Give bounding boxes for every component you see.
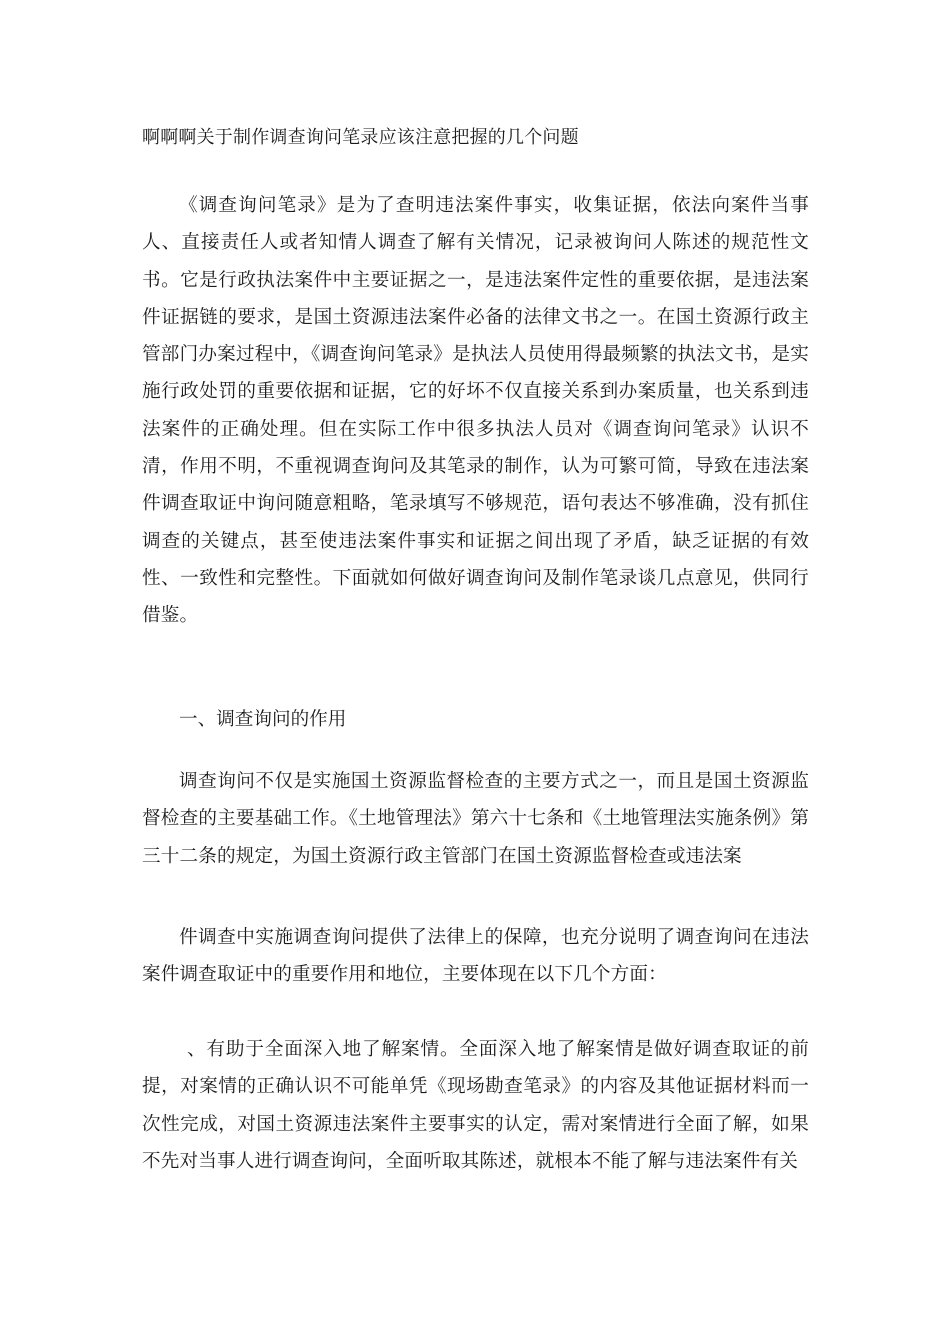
paragraph-point-1: 、有助于全面深入地了解案情。全面深入地了解案情是做好调查取证的前提，对案情的正确认识不可能单凭《现场勘查笔录》的内容及其他证据材料而一次性完成，对国土资源违法案件主要事实的认定，需对案情进行全面了解，如果不先对当事人进行调查询问，全面听取其陈述，就根本不能了解与违法案件有关 [142, 1039, 809, 1172]
paragraph-role-2: 件调查中实施调查询问提供了法律上的保障，也充分说明了调查询问在违法案件调查取证中的重要作用和地位，主要体现在以下几个方面： [142, 927, 809, 986]
paragraph-role-1: 调查询问不仅是实施国土资源监督检查的主要方式之一，而且是国土资源监督检查的主要基础工作。《土地管理法》第六十七条和《土地管理法实施条例》第三十二条的规定，为国土资源行政主管部门在国土资源监督检查或违法案 [142, 771, 809, 867]
section-heading: 一、调查询问的作用 [179, 709, 347, 730]
document-title: 啊啊啊关于制作调查询问笔录应该注意把握的几个问题 [142, 127, 579, 148]
paragraph-intro: 《调查询问笔录》是为了查明违法案件事实，收集证据，依法向案件当事人、直接责任人或者知情人调查了解有关情况，记录被询问人陈述的规范性文书。它是行政执法案件中主要证据之一，是违法案件定性的重要依据，是违法案件证据链的要求，是国土资源违法案件必备的法律文书之一。在国土资源行政主管部门办案过程中，《调查询问笔录》是执法人员使用得最频繁的执法文书，是实施行政处罚的重要依据和证据，它的好坏不仅直接关系到办案质量，也关系到违法案件的正确处理。但在实际工作中很多执法人员对《调查询问笔录》认识不清，作用不明，不重视调查询问及其笔录的制作，认为可繁可简，导致在违法案件调查取证中询问随意粗略，笔录填写不够规范，语句表达不够准确，没有抓住调查的关键点，甚至使违法案件事实和证据之间出现了矛盾，缺乏证据的有效性、一致性和完整性。下面就如何做好调查询问及制作笔录谈几点意见，供同行借鉴。 [142, 195, 809, 627]
